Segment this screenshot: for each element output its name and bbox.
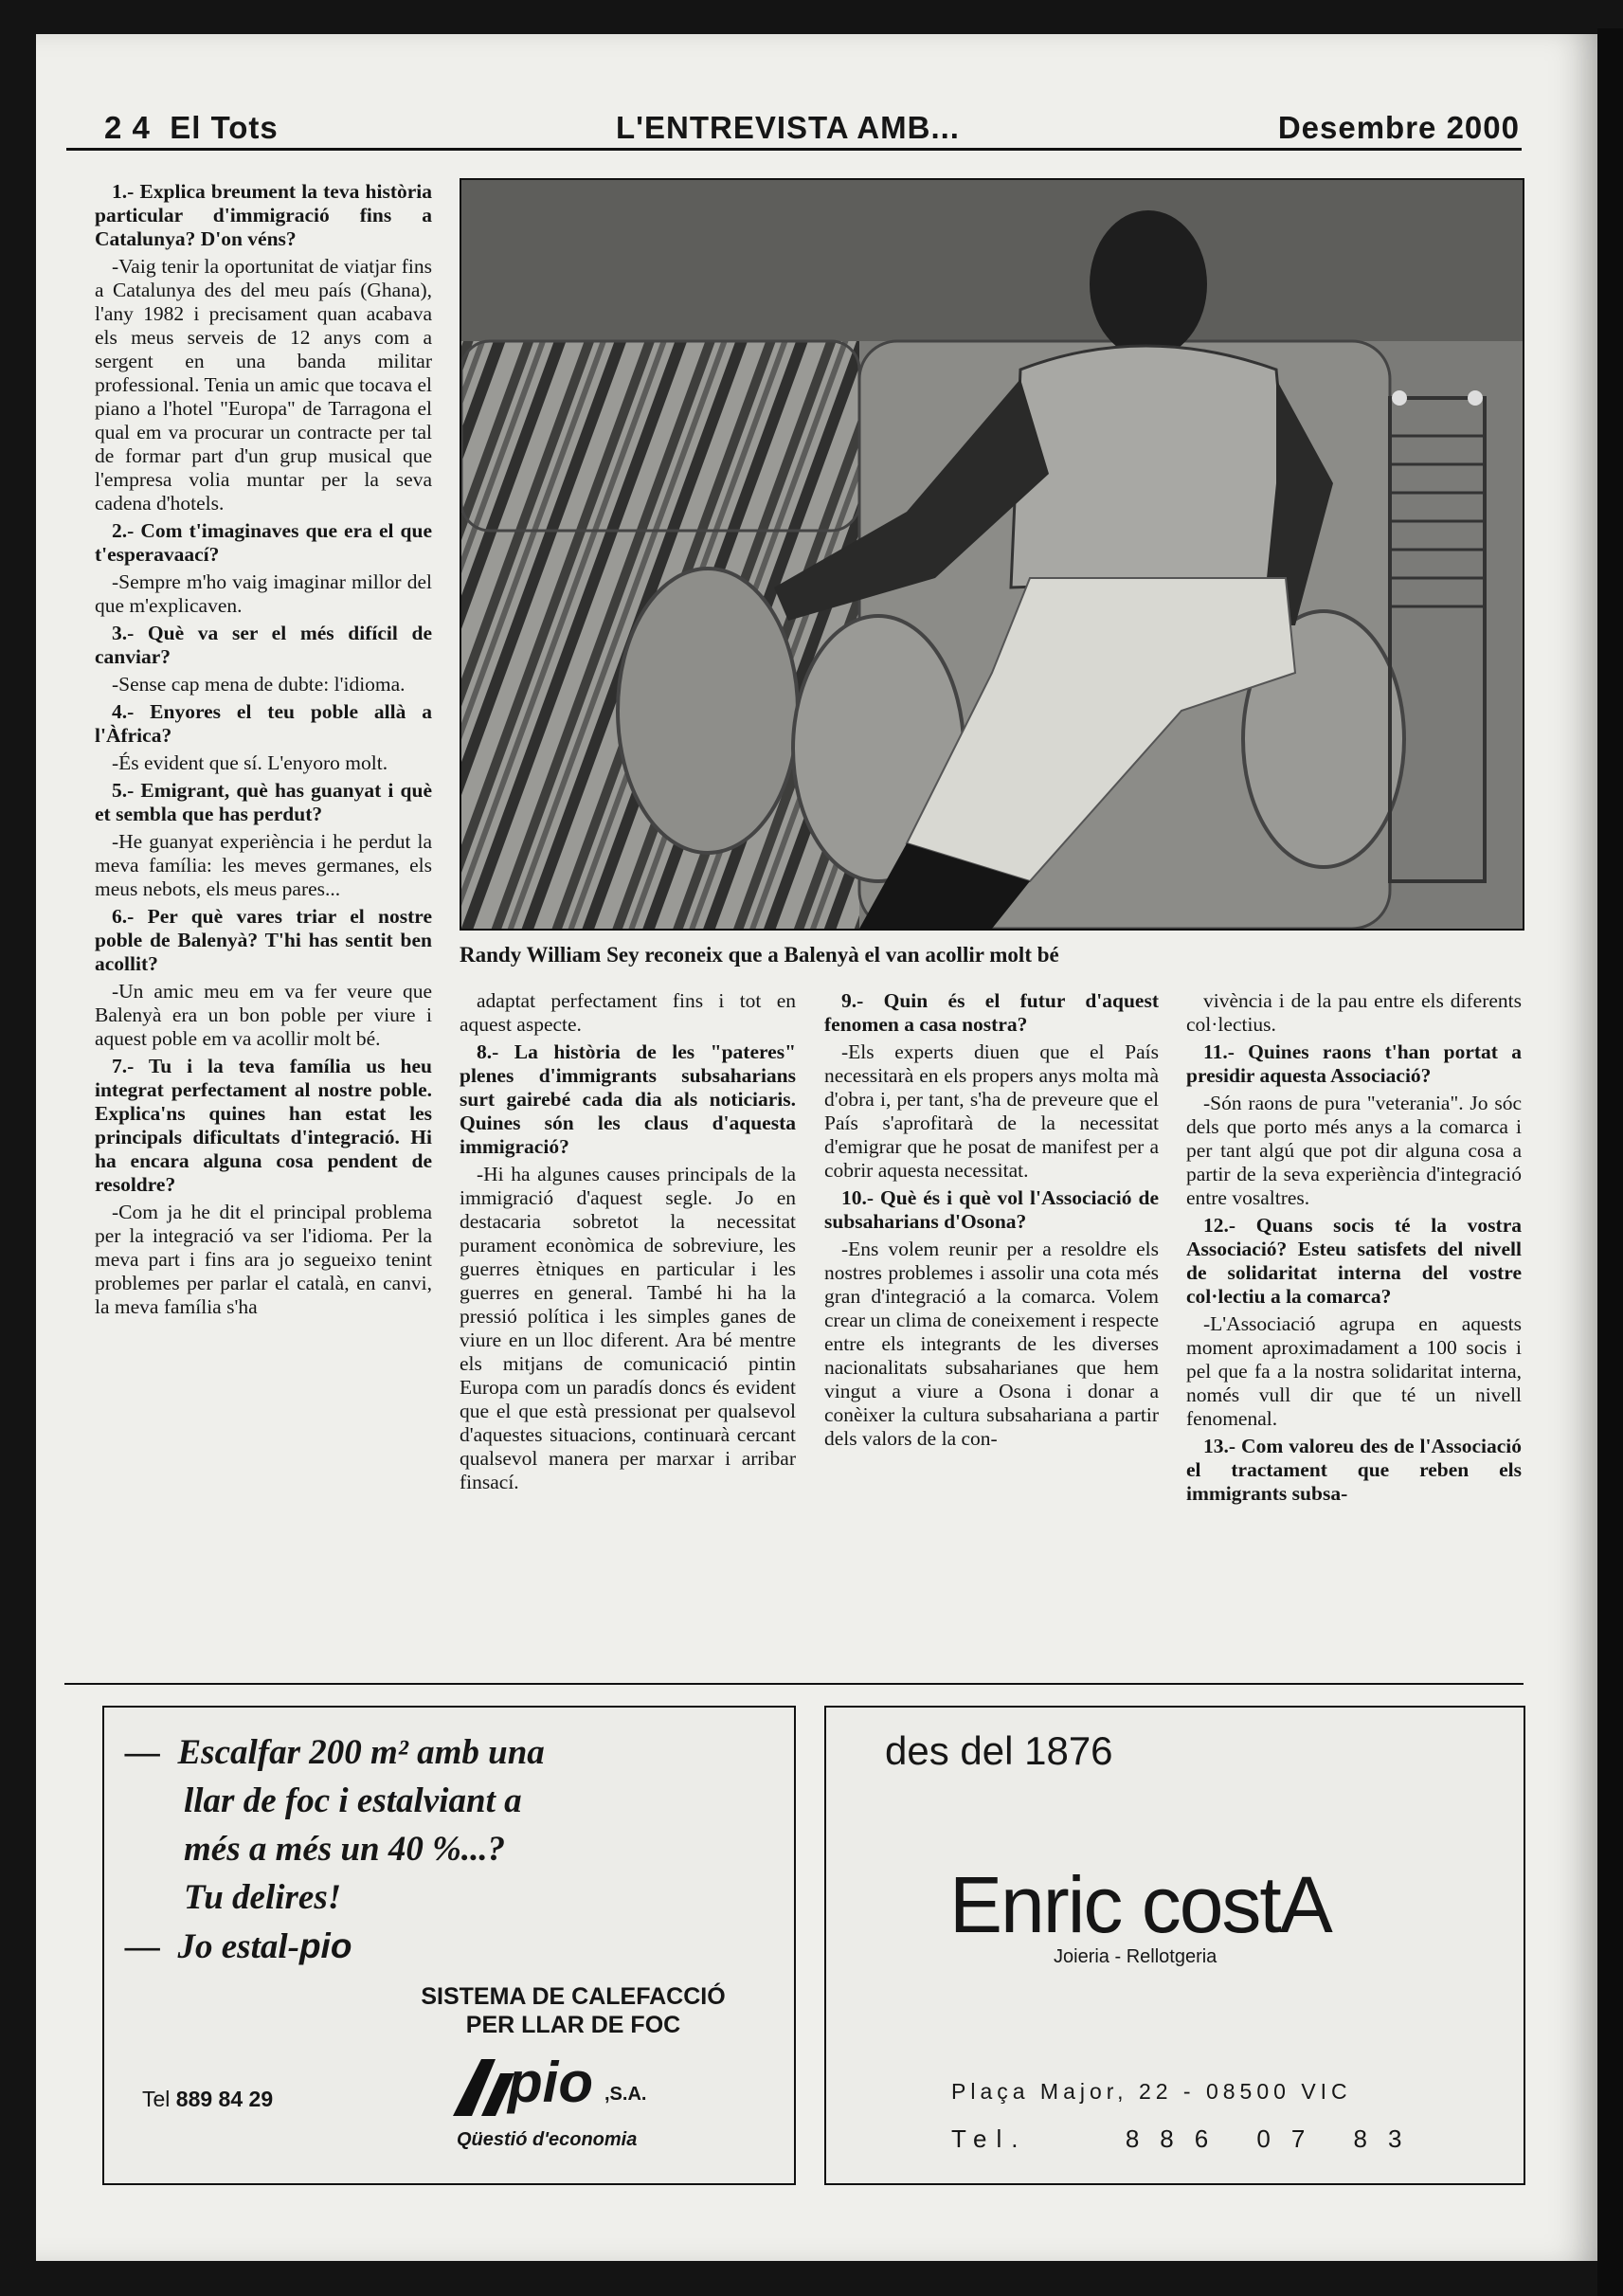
- header-left: [104, 110, 279, 146]
- ad-since-year: des del 1876: [885, 1728, 1113, 1773]
- interview-answer: -Sense cap mena de dubte: l'idioma.: [112, 673, 406, 696]
- interview-question: 13.- Com valoreu des de l'Associació el tractament que reben els immigrants subsa-: [1186, 1435, 1522, 1505]
- interview-question: 8.- La història de les "pateres" plenes d'immigrants subsaharians surt gairebé cada dia als noticiaris. Quines són les claus d'aquesta immigració?: [460, 1040, 796, 1158]
- tel-label-2: Tel.: [951, 2124, 1028, 2153]
- interview-answer: -Els experts diuen que el País necessitarà en els propers anys molta mà d'obra i, per tant, s'ha de preveure que el País s'aprofitarà de la necessitat d'emigrar que he posat de manifest per a cobrir aquesta necessitat.: [824, 1040, 1159, 1182]
- ad-slogan: [125, 1728, 545, 1971]
- advertisement-enric-costa: [824, 1706, 1525, 2185]
- ad-address: Plaça Major, 22 - 08500 VIC: [951, 2079, 1352, 2104]
- tel-number: 889 84 29: [175, 2087, 274, 2111]
- interview-question: 2.- Com t'imaginaves que era el que t'esperavaací?: [95, 519, 432, 566]
- system-line-2: PER LLAR DE FOC: [465, 2012, 681, 2038]
- slogan-line-5: Jo estal-: [177, 1927, 299, 1966]
- article-column-3: [824, 989, 1159, 1455]
- interview-answer: -Sempre m'ho vaig imaginar millor del que m'explicaven.: [95, 570, 432, 617]
- slogan-brand: pio: [298, 1926, 352, 1965]
- page-edge-shadow: [1597, 28, 1623, 2296]
- pio-brand-name: pio: [508, 2051, 593, 2114]
- pio-tagline: Qüestió d'economia: [457, 2129, 638, 2150]
- interview-question: 10.- Què és i què vol l'Associació de subsaharians d'Osona?: [824, 1186, 1159, 1233]
- slogan-line-2: llar de foc i estalviant a: [184, 1781, 522, 1820]
- interview-question: 1.- Explica breument la teva història particular d'immigració fins a Catalunya? D'on véns?: [95, 180, 432, 250]
- tel-label: Tel: [142, 2087, 171, 2111]
- interview-answer: adaptat perfectament fins i tot en aquest aspecte.: [460, 989, 796, 1036]
- slogan-dash: —: [125, 1733, 160, 1772]
- page-number: 2 4: [104, 110, 151, 145]
- article-column-1: [95, 180, 432, 1323]
- interview-question: 12.- Quans socis té la vostra Associació? Esteu satisfets del nivell de solidaritat interna del vostre col·lectiu a la comarca?: [1186, 1214, 1522, 1308]
- interview-question: 7.- Tu i la teva família us heu integrat perfectament al nostre poble. Explica'ns quines han estat les principals dificultats d'integració. Hi ha encara alguna cosa pendent de resoldre?: [95, 1055, 432, 1196]
- ad-system-text: [393, 1982, 753, 2039]
- photo-caption: Randy William Sey reconeix que a Balenyà el van acollir molt bé: [460, 943, 1059, 967]
- pio-brand-suffix: ,S.A.: [604, 2084, 647, 2105]
- system-line-1: SISTEMA DE CALEFACCIÓ: [421, 1983, 726, 2010]
- interview-question: 5.- Emigrant, què has guanyat i què et sembla que has perdut?: [95, 779, 432, 825]
- interview-answer: -Hi ha algunes causes principals de la immigració d'aquest segle. Jo en destacaria sobretot la necessitat purament econòmica de sobreviure, les guerres ètniques en particular i les guerres en general. També hi ha la pressió política i les simples ganes de viure en un lloc diferent. Ara bé mentre els mitjans de comunicació pintin Europa com un paradís doncs és evident que el que està pressionat per qualsevol d'aquestes situacions, continuarà cercant qualsevol manera per marxar i arribar finsací.: [460, 1163, 796, 1493]
- slogan-line-3: més a més un 40 %...?: [184, 1830, 506, 1869]
- enric-costa-logo: Enric costA: [949, 1860, 1331, 1949]
- slogan-line-4: Tu delires!: [184, 1878, 342, 1917]
- interview-photo: [460, 178, 1524, 931]
- interview-answer: -He guanyat experiència i he perdut la meva família: les meves germanes, els meus nebots, els meus pares...: [95, 830, 432, 900]
- article-column-4: [1186, 989, 1522, 1510]
- interview-answer: -L'Associació agrupa en aquests moment aproximadament a 100 socis i pel que fa a la nostra solidaritat interna, només vull dir que té un nivell fenomenal.: [1186, 1312, 1522, 1430]
- interview-answer: -És evident que sí. L'enyoro molt.: [112, 751, 388, 774]
- interview-answer: -Ens volem reunir per a resoldre els nostres problemes i assolir una cota més gran d'integració a la comarca. Volem crear un clima de coneixement i respecte entre els integrants de les diverses nacionalitats subsaharianes que hem vingut a viure a Osona i donar a conèixer la cultura subsahariana a partir dels valors de la con-: [824, 1238, 1159, 1450]
- interview-answer: -Vaig tenir la oportunitat de viatjar fins a Catalunya des del meu país (Ghana), l'any 1982 i precisament quan acabava els meus serveis de 12 anys com a sergent en una banda militar professional. Tenia un amic que tocava el piano a l'hotel "Europa" de Tarragona el qual em va procurar un contracte per tal de formar part d'un grup musical que l'empresa volia muntar per la seva cadena d'hotels.: [95, 255, 432, 515]
- publication-name: El Tots: [170, 110, 279, 145]
- ad-telephone-2: [951, 2124, 1422, 2154]
- ad-subtitle: Joieria - Rellotgeria: [1054, 1946, 1217, 1967]
- page-header: [66, 106, 1522, 151]
- interview-answer: -Un amic meu em va fer veure que Balenyà era un bon poble per viure i aquest poble em va acollir molt bé.: [95, 980, 432, 1050]
- slogan-dash-2: —: [125, 1927, 160, 1966]
- ad-telephone: [142, 2087, 273, 2112]
- interview-question: 4.- Enyores el teu poble allà a l'Àfrica?: [95, 700, 432, 747]
- article-column-2: [460, 989, 796, 1498]
- issue-date: Desembre 2000: [1277, 110, 1520, 145]
- interview-question: 9.- Quin és el futur d'aquest fenomen a casa nostra?: [824, 989, 1159, 1036]
- section-divider: [64, 1683, 1524, 1685]
- interview-answer: -Com ja he dit el principal problema per la integració va ser l'idioma. Per la meva part i fins ara jo segueixo tenint problemes per parlar el català, en canvi, la meva família s'ha: [95, 1201, 432, 1318]
- tel-number-2: 886 07 83: [1125, 2124, 1423, 2153]
- advertisement-pio: [102, 1706, 796, 2185]
- photo-illustration: [461, 180, 1523, 929]
- section-title: L'ENTREVISTA AMB...: [616, 110, 960, 145]
- interview-question: 11.- Quines raons t'han portat a presidir aquesta Associació?: [1186, 1040, 1522, 1087]
- interview-question: 6.- Per què vares triar el nostre poble de Balenyà? T'hi has sentit ben acollit?: [95, 905, 432, 975]
- slogan-line-1: Escalfar 200 m² amb una: [177, 1733, 545, 1772]
- interview-question: 3.- Què va ser el més difícil de canviar?: [95, 622, 432, 668]
- interview-answer: -Són raons de pura "veterania". Jo sóc dels que porto més anys a la comarca i per tant algú que pot dir alguna cosa a partir de la seva experiència d'integració entre vosaltres.: [1186, 1092, 1522, 1209]
- interview-answer: vivència i de la pau entre els diferents col·lectius.: [1186, 989, 1522, 1036]
